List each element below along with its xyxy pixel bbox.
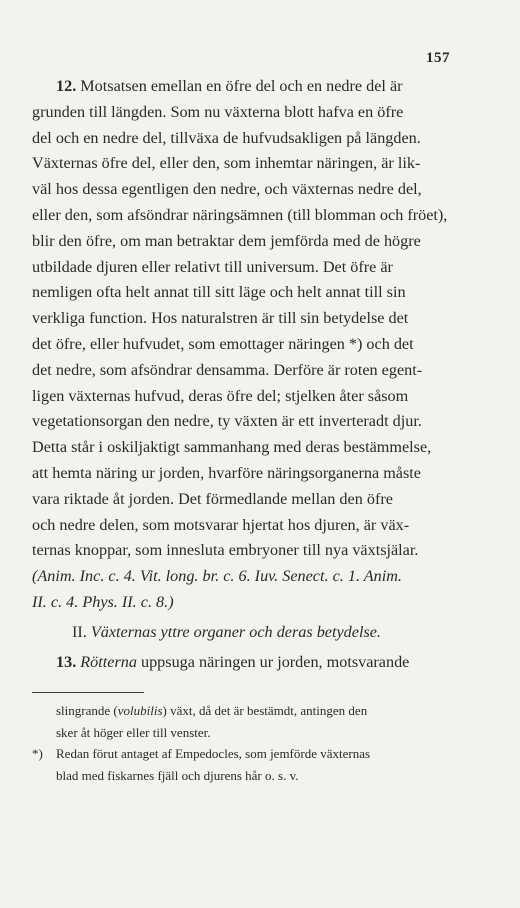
page-number: 157 bbox=[426, 50, 450, 66]
text-line: vegetationsorgan den nedre, ty växten är ett inverteradt djur. bbox=[32, 412, 422, 431]
citation-continued: II. c. 4. Phys. II. c. 8.) bbox=[32, 592, 174, 611]
footnote-rule bbox=[32, 692, 144, 693]
text-line: utbildade djuren eller relativt till universum. Det öfre är bbox=[32, 257, 393, 276]
paragraph-number: 13. bbox=[56, 652, 77, 671]
footnote-marker: *) bbox=[32, 746, 43, 761]
text-line: Detta står i oskiljaktigt sammanhang med deras bestämmelse, bbox=[32, 438, 432, 457]
text-line: det öfre, eller hufvudet, som emottager näringen *) och det bbox=[32, 334, 414, 353]
text-line: grunden till längden. Som nu växterna blott hafva en öfre bbox=[32, 102, 404, 121]
main-text bbox=[32, 74, 450, 675]
text-line: att hemta näring ur jorden, hvarföre näringsorganerna måste bbox=[32, 463, 421, 482]
text-line: eller den, som afsöndrar näringsämnen (till blomman och fröet), bbox=[32, 205, 448, 224]
text-line: Växternas öfre del, eller den, som inhemtar näringen, är lik- bbox=[32, 154, 421, 173]
text-line: ternas knoppar, som innesluta embryoner till nya växtsjälar. bbox=[32, 541, 419, 560]
footnote-text: Redan förut antaget af Empedocles, som jemförde växternas bbox=[56, 746, 371, 761]
section-heading-number: II. bbox=[72, 622, 87, 641]
paragraph-number: 12. bbox=[56, 77, 77, 95]
text-line: väl hos dessa egentligen den nedre, och växternas nedre del, bbox=[32, 180, 422, 199]
text-line: del och en nedre del, tillväxa de hufvudsakligen på längden. bbox=[32, 128, 421, 147]
paragraph-13 bbox=[32, 650, 450, 676]
section-heading-text: Växternas yttre organer och deras betydelse. bbox=[90, 622, 381, 641]
text-line: och nedre delen, som motsvarar hjertat hos djuren, är väx- bbox=[32, 515, 410, 534]
text-line: nemligen ofta helt annat till sitt läge och helt annat till sin bbox=[32, 283, 406, 302]
footnote-text: blad med fiskarnes fjäll och djurens hår o. s. v. bbox=[56, 767, 299, 783]
text-line: verkliga function. Hos naturalstren är till sin betydelse det bbox=[32, 309, 409, 328]
text-line: ligen växternas hufvud, deras öfre del; stjelken åter såsom bbox=[32, 386, 409, 405]
citation: (Anim. Inc. c. 4. Vit. long. br. c. 6. Iuv. Senect. c. 1. Anim. bbox=[32, 567, 402, 586]
text-line: vara riktade åt jorden. Det förmedlande mellan den öfre bbox=[32, 489, 393, 508]
latin-term: volubilis bbox=[117, 703, 163, 718]
footnotes bbox=[32, 700, 450, 786]
text-line: Motsatsen emellan en öfre del och en nedre del är bbox=[80, 77, 403, 95]
section-heading bbox=[32, 620, 450, 646]
footnote-continuation: slingrande (volubilis) växt, då det är bestämdt, antingen den sker åt höger eller till venster. bbox=[56, 703, 368, 740]
emphasized-term: Rötterna bbox=[80, 652, 137, 671]
paragraph-12 bbox=[32, 74, 450, 616]
text-line: det nedre, som afsöndrar densamma. Derföre är roten egent- bbox=[32, 360, 423, 379]
text-line: uppsuga näringen ur jorden, motsvarande bbox=[136, 652, 410, 671]
text-line: blir den öfre, om man betraktar dem jemförda med de högre bbox=[32, 231, 421, 250]
footnote-item bbox=[32, 743, 450, 786]
